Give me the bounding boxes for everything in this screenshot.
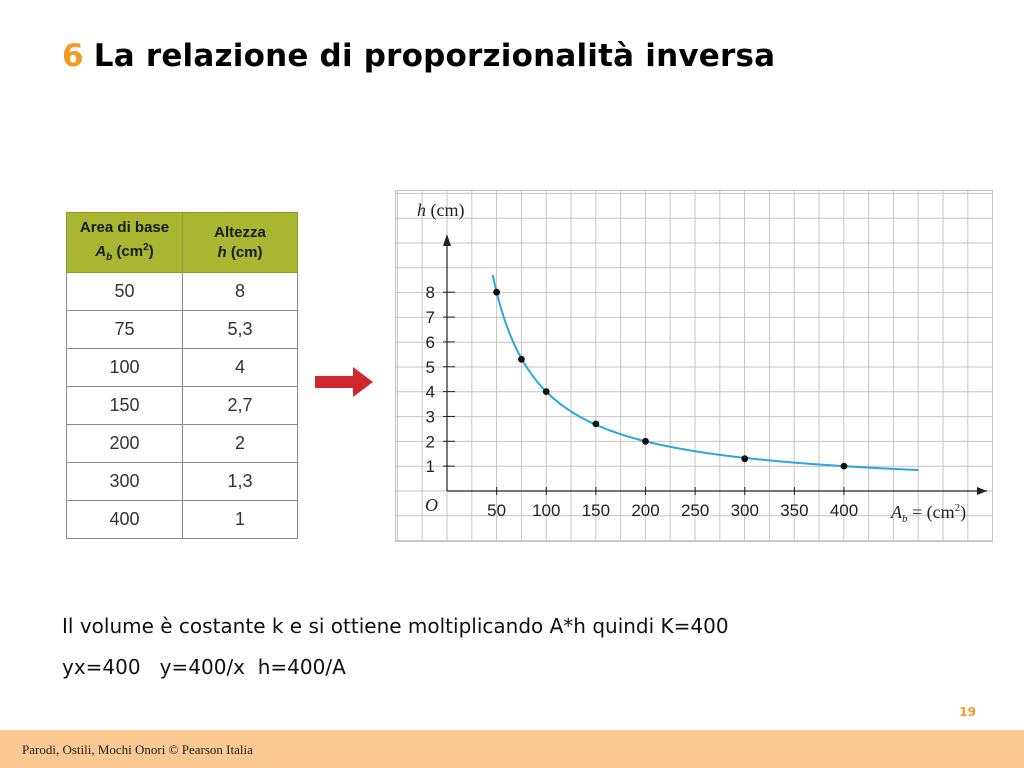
y-tick-label: 2 <box>425 432 435 452</box>
cell-height: 1,3 <box>183 463 298 501</box>
y-tick-label: 4 <box>425 382 435 402</box>
data-point <box>841 463 848 470</box>
data-point <box>741 455 748 462</box>
cell-area: 400 <box>67 501 183 539</box>
origin-label: O <box>425 495 438 515</box>
y-tick-label: 5 <box>425 357 435 377</box>
header-area-sub: b <box>106 251 113 263</box>
y-tick-label: 6 <box>425 332 435 352</box>
cell-height: 8 <box>183 273 298 311</box>
table-row <box>67 463 298 501</box>
x-tick-label: 150 <box>581 501 611 520</box>
y-tick-label: 7 <box>425 308 435 328</box>
table-row <box>67 349 298 387</box>
right-arrow-icon <box>315 367 375 397</box>
table-row <box>67 387 298 425</box>
x-tick-label: 200 <box>631 501 660 520</box>
x-tick-label: 300 <box>730 501 759 520</box>
note-line-2: yx=400 y=400/x h=400/A <box>62 655 346 679</box>
cell-area: 200 <box>67 425 183 463</box>
header-height <box>183 213 298 273</box>
table-row <box>67 273 298 311</box>
cell-height: 1 <box>183 501 298 539</box>
header-area-var: A <box>95 242 107 260</box>
x-tick-label: 400 <box>829 501 859 520</box>
cell-height: 2,7 <box>183 387 298 425</box>
header-height-var: h <box>217 243 227 261</box>
y-tick-label: 1 <box>425 457 435 477</box>
header-height-line1: Altezza <box>214 223 266 241</box>
cell-area: 50 <box>67 273 183 311</box>
page-number: 19 <box>959 705 976 719</box>
cell-area: 75 <box>67 311 183 349</box>
x-axis-label: $A_b = (cm^2)$ <box>891 502 967 525</box>
title-number: 6 <box>62 38 84 74</box>
x-tick-label: 250 <box>680 501 710 520</box>
cell-area: 300 <box>67 463 183 501</box>
x-tick-label: 100 <box>532 501 561 520</box>
note-line-1: Il volume è costante k e si ottiene moltiplicando A*h quindi K=400 <box>62 614 729 638</box>
data-point <box>518 356 525 363</box>
header-area-close: ) <box>148 242 154 260</box>
x-tick-label: 350 <box>780 501 809 520</box>
cell-area: 100 <box>67 349 183 387</box>
cell-height: 2 <box>183 425 298 463</box>
header-area-sup: 2 <box>143 241 149 253</box>
y-tick-label: 8 <box>425 283 435 303</box>
data-table <box>66 212 298 539</box>
cell-area: 150 <box>67 387 183 425</box>
cell-height: 5,3 <box>183 311 298 349</box>
y-axis-label: h (cm) <box>417 200 465 220</box>
table-header-row <box>67 213 298 273</box>
data-point <box>493 289 500 296</box>
inverse-proportion-chart <box>395 190 993 542</box>
slide-title <box>62 38 775 74</box>
data-point <box>642 438 649 445</box>
x-tick-label: 50 <box>487 501 507 520</box>
data-point <box>543 388 550 395</box>
header-area-unit: (cm <box>116 242 144 260</box>
data-point <box>592 421 599 428</box>
header-area-line1: Area di base <box>79 218 170 236</box>
header-height-unit: (cm) <box>230 243 263 261</box>
y-tick-label: 3 <box>425 407 435 427</box>
title-text: La relazione di proporzionalità inversa <box>93 38 776 74</box>
footer-bar <box>0 730 1024 768</box>
table-row <box>67 501 298 539</box>
cell-height: 4 <box>183 349 298 387</box>
header-area <box>67 213 183 273</box>
table-row <box>67 311 298 349</box>
footer-text: Parodi, Ostili, Mochi Onori © Pearson Italia <box>22 742 253 757</box>
table-row <box>67 425 298 463</box>
